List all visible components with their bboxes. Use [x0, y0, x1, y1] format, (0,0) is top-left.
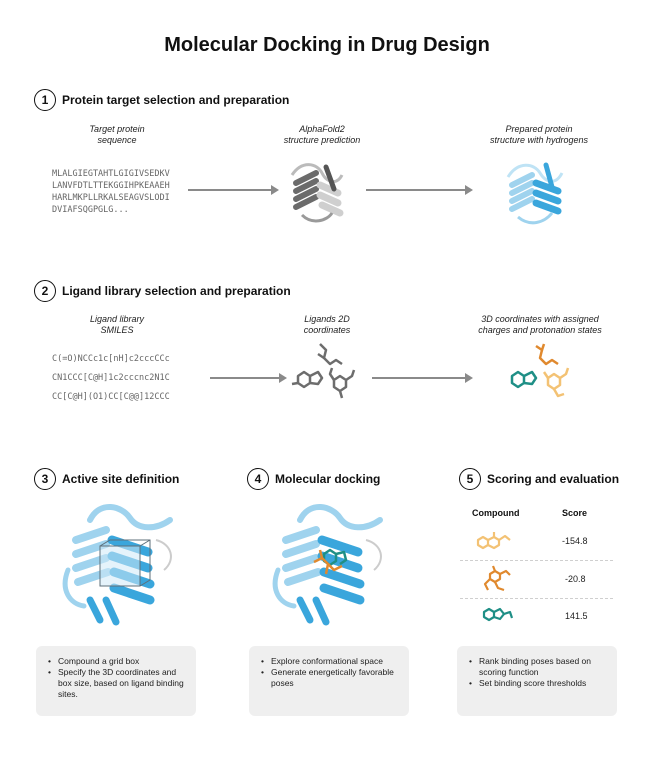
step-2-number: 2: [34, 280, 56, 302]
row-divider-2: [460, 598, 613, 599]
step-4-bullet-1: • Explore conformational space: [271, 656, 397, 667]
compound-3-icon: [480, 604, 516, 626]
score-1: -154.8: [562, 536, 588, 546]
ligands-3d-structures: [506, 340, 578, 400]
step-2-header: [34, 280, 291, 302]
step-3-bullet-1: • Compound a grid box: [58, 656, 184, 667]
step-2-label: Ligand library selection and preparation: [62, 284, 291, 298]
step-1-number: 1: [34, 89, 56, 111]
step-4-header: [247, 468, 380, 490]
prepared-protein-structure: [500, 155, 570, 227]
step-3-notes: [36, 646, 196, 716]
smiles-2: CN1CCC[C@H]1c2cccnc2N1C: [52, 373, 170, 383]
compound-2-icon: [480, 566, 514, 592]
step-3-bullet-2: • Specify the 3D coordinates and box size, based on ligand binding sites.: [58, 667, 184, 700]
arrow-2b: [372, 377, 466, 379]
step-1-header: [34, 89, 289, 111]
prepared-protein-caption: Prepared protein structure with hydrogens: [489, 124, 589, 145]
step-3-label: Active site definition: [62, 472, 180, 486]
ligand-library-caption: Ligand library SMILES: [89, 314, 145, 335]
ligands-2d-structures: [290, 340, 360, 400]
step-3-number: 3: [34, 468, 56, 490]
step-5-notes: [457, 646, 617, 716]
score-2: -20.8: [565, 574, 586, 584]
alphafold-protein-structure: [282, 155, 352, 227]
row-divider-1: [460, 560, 613, 561]
step-4-notes: [249, 646, 409, 716]
step-4-bullet-2: • Generate energetically favorable poses: [271, 667, 397, 689]
score-column-header: Score: [562, 508, 588, 518]
ligands-2d-caption: Ligands 2D coordinates: [303, 314, 351, 335]
step-5-label: Scoring and evaluation: [487, 472, 620, 486]
arrow-1b: [366, 189, 466, 191]
page-title: Molecular Docking in Drug Design: [164, 34, 490, 56]
docking-protein-complex: [270, 500, 390, 630]
step-5-header: [459, 468, 619, 490]
protein-sequence: MLALGIEGTAHTLGIGIVSEDKV LANVFDTLTTEKGGIHPKEAAEH HARLMKPLLRKALSEAGVSLODI DVIAFSQGPGLG...: [52, 169, 170, 215]
smiles-3: CC[C@H](O1)CC[C@@]12CCC: [52, 392, 170, 402]
score-3: 141.5: [565, 611, 588, 621]
step-4-number: 4: [247, 468, 269, 490]
step-5-bullet-2: • Set binding score thresholds: [479, 678, 605, 689]
compound-1-icon: [474, 530, 514, 552]
step-5-bullet-1: • Rank binding poses based on scoring function: [479, 656, 605, 678]
step-3-header: [34, 468, 179, 490]
step-4-label: Molecular docking: [275, 472, 381, 486]
arrow-1a: [188, 189, 272, 191]
active-site-protein: [60, 500, 180, 630]
step-1-label: Protein target selection and preparation: [62, 93, 290, 107]
compound-column-header: Compound: [472, 508, 520, 518]
step-5-number: 5: [459, 468, 481, 490]
ligands-3d-caption: 3D coordinates with assigned charges and protonation states: [478, 314, 602, 335]
target-sequence-caption: Target protein sequence: [89, 124, 145, 145]
arrow-2a: [210, 377, 280, 379]
smiles-1: C(=O)NCCc1c[nH]c2cccCCc: [52, 354, 170, 364]
alphafold-caption: AlphaFold2 structure prediction: [283, 124, 361, 145]
